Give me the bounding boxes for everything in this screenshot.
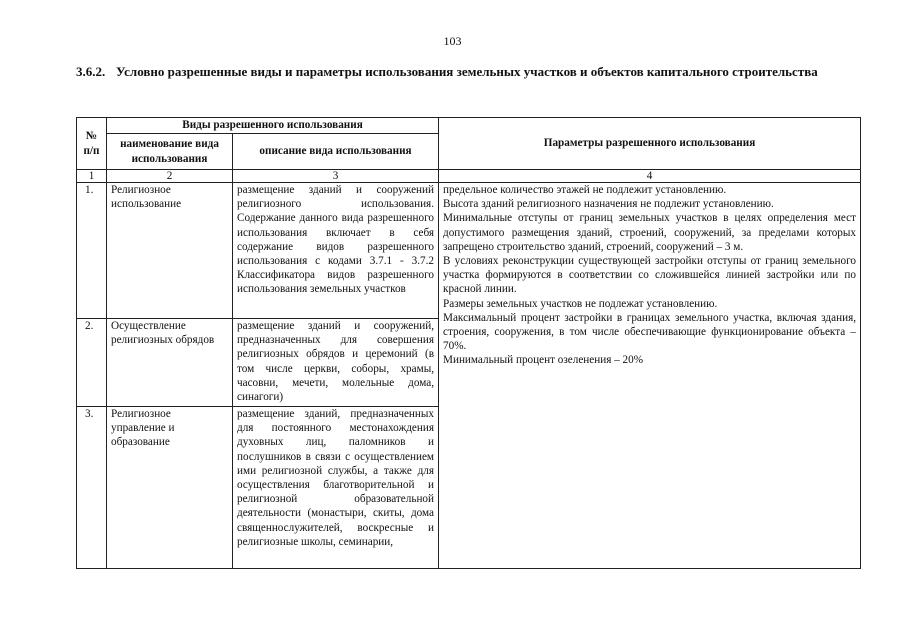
use-name: Религиозное управление и образование bbox=[107, 407, 233, 569]
col-number: 4 bbox=[439, 170, 861, 183]
row-number: 1. bbox=[77, 183, 107, 319]
section-title: Условно разрешенные виды и параметры использования земельных участков и объектов капитального строительства bbox=[116, 64, 818, 79]
parameter-line: Минимальные отступы от границ земельных участков в целях определения мест допустимого размещения зданий, строений, сооружений, за пределами которых запрещено строительство зданий, строений, сооружений – 3 м. bbox=[443, 212, 857, 253]
parameter-line: предельное количество этажей не подлежит установлению. bbox=[443, 184, 727, 196]
col-number: 3 bbox=[233, 170, 439, 183]
use-name: Осуществление религиозных обрядов bbox=[107, 319, 233, 407]
header-name: наименование вида использования bbox=[107, 134, 233, 170]
header-params: Параметры разрешенного использования bbox=[439, 118, 861, 170]
use-description-cell bbox=[233, 407, 439, 569]
use-description: размещение зданий и сооружений, предназначенных для совершения религиозных обрядов и церемоний (в том числе церкви, соборы, храмы, часовни, мечети, молельные дома, синагоги) bbox=[233, 319, 439, 407]
table-row bbox=[77, 183, 861, 319]
col-number: 1 bbox=[77, 170, 107, 183]
permitted-use-table bbox=[76, 117, 861, 569]
row-number: 3. bbox=[77, 407, 107, 569]
row-number: 2. bbox=[77, 319, 107, 407]
parameter-line: Высота зданий религиозного назначения не подлежит установлению. bbox=[443, 198, 774, 211]
use-description: размещение зданий, предназначенных для постоянного местонахождения духовных лиц, паломников и послушников в связи с осуществлением ими религиозной службы, а также для осуществления благотворительной и религиозной образовательной деятельности (монастыри, скиты, дома священнослужителей, воскресные и религиозные школы, семинарии, bbox=[237, 408, 435, 548]
header-num: № п/п bbox=[77, 118, 107, 170]
parameter-line: Размеры земельных участков не подлежат установлению. bbox=[443, 297, 718, 310]
use-parameters bbox=[439, 183, 861, 569]
column-number-row bbox=[77, 170, 861, 183]
section-number: 3.6.2. bbox=[76, 64, 106, 79]
use-description: размещение зданий и сооружений религиозного использования. Содержание данного вида разрешенного использования включает в себя содержание видов разрешенного использования с кодами 3.7.1 - 3.7.2 Классификатора видов разрешенного использования земельных участков bbox=[233, 183, 439, 319]
header-desc: описание вида использования bbox=[233, 134, 439, 170]
parameter-line: Максимальный процент застройки в границах земельного участка, включая здания, строения, сооружения, в том числе обеспечивающие функционирование объекта – 70%. bbox=[443, 311, 857, 353]
header-row-1 bbox=[77, 118, 861, 134]
col-number: 2 bbox=[107, 170, 233, 183]
header-group: Виды разрешенного использования bbox=[107, 118, 439, 134]
page-number: 103 bbox=[443, 34, 462, 48]
parameter-line: В условиях реконструкции существующей застройки отступы от границ земельного участка формируются в соответствии со сложившейся линией застройки или по красной линии. bbox=[443, 255, 857, 296]
section-heading bbox=[76, 64, 866, 80]
use-name: Религиозное использование bbox=[107, 183, 233, 319]
parameter-line: Минимальный процент озеленения – 20% bbox=[443, 354, 644, 367]
